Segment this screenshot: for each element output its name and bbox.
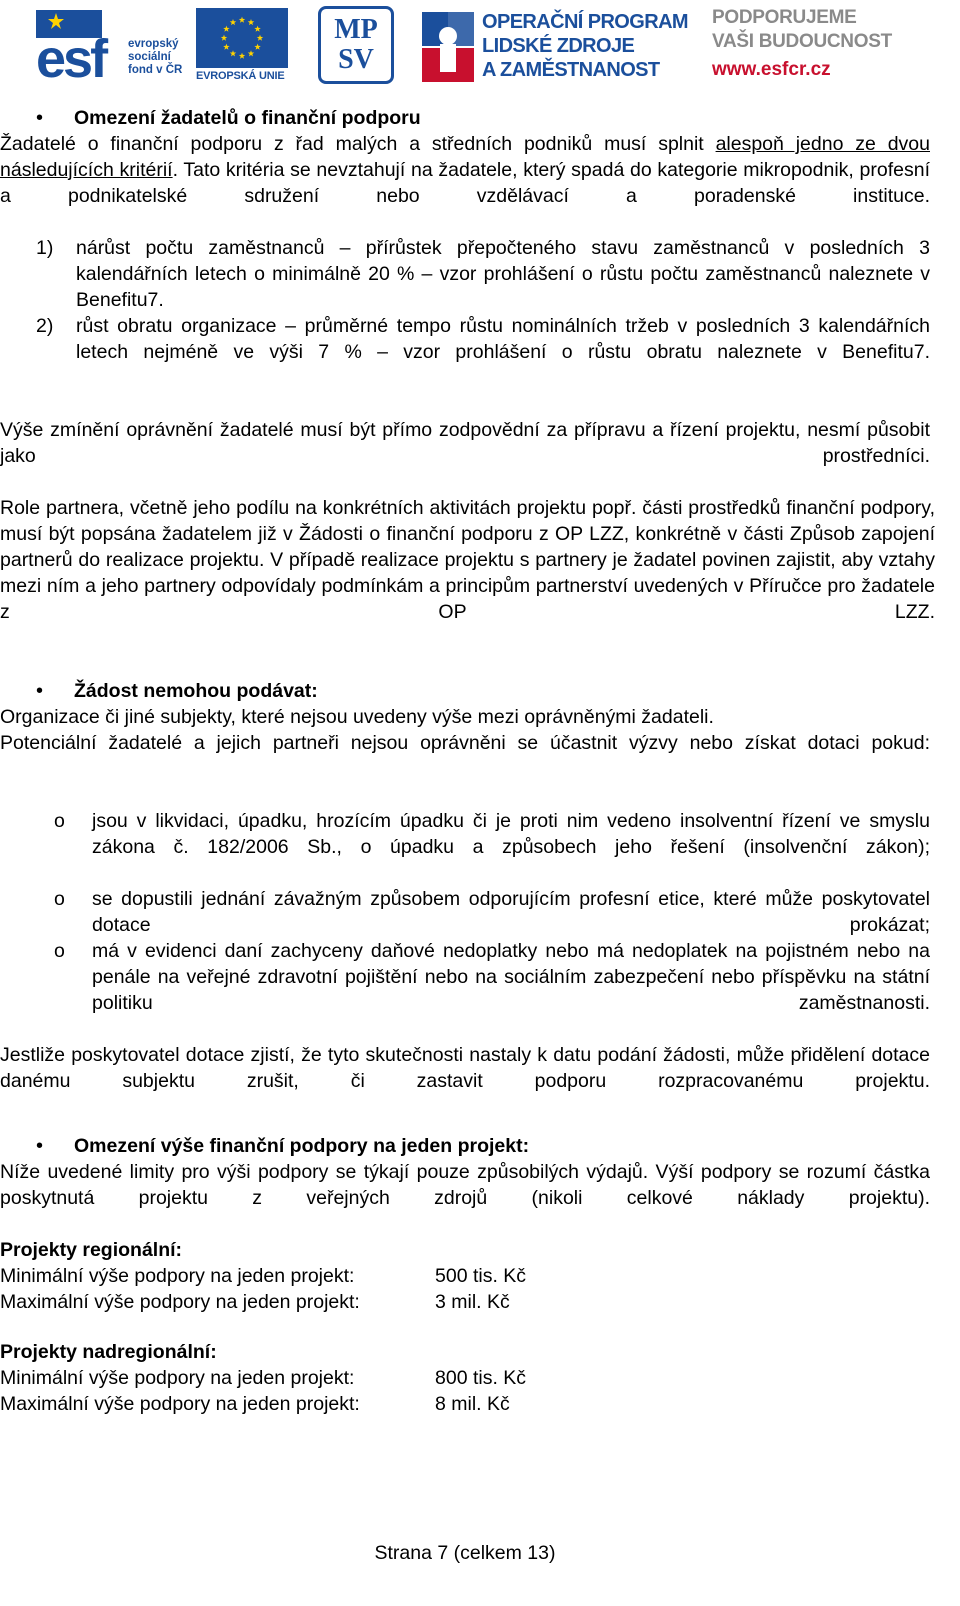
page-number: Strana 7 (celkem 13) bbox=[374, 1542, 556, 1564]
section-heading-omezeni-vyse bbox=[74, 1133, 934, 1159]
intro-underlined-text: alespoň jedno ze dvou následujících kritérií bbox=[0, 133, 930, 181]
list-item: se dopustili jednání závažným způsobem odporujícím profesní etice, které může poskytovatel dotace prokázat; bbox=[92, 888, 930, 936]
supraregional-title bbox=[0, 1339, 217, 1365]
esf-subtitle bbox=[128, 38, 198, 77]
section-heading-omezeni-zadatelu bbox=[74, 105, 934, 131]
limit-label: Maximální výše podpory na jeden projekt: bbox=[0, 1291, 360, 1313]
heading-text: Omezení výše finanční podpory na jeden projekt: bbox=[74, 1135, 530, 1157]
bullet-icon: • bbox=[36, 1135, 44, 1157]
op-text bbox=[482, 10, 702, 82]
regional-title bbox=[0, 1237, 182, 1263]
list-item: má v evidenci daní zachyceny daňové nedoplatky nebo má nedoplatek na pojistném nebo na penále na veřejné zdravotní pojištění nebo na sociálním zabezpečení nebo příspěvku na státní politiku zaměstnanosti. bbox=[92, 940, 930, 1014]
limit-row bbox=[0, 1263, 527, 1289]
op-lzz-logo bbox=[420, 6, 690, 86]
podporujeme-text bbox=[712, 6, 916, 54]
paragraph: Výše zmínění oprávnění žadatelé musí být přímo zodpovědní za přípravu a řízení projektu, nesmí působit jako prostředníci. bbox=[0, 419, 930, 467]
limit-label: Maximální výše podpory na jeden projekt: bbox=[0, 1393, 360, 1415]
paragraph: Jestliže poskytovatel dotace zjistí, že tyto skutečnosti nastaly k datu podání žádosti, může přidělení dotace danému subjektu zrušit, či zastavit podporu rozpracovanému projektu. bbox=[0, 1044, 930, 1092]
heading-text: Omezení žadatelů o finanční podporu bbox=[74, 107, 421, 129]
subheading-text: Projekty regionální: bbox=[0, 1239, 183, 1261]
eu-logo bbox=[196, 6, 288, 86]
section1-intro bbox=[0, 131, 930, 209]
limit-row bbox=[0, 1365, 527, 1391]
esf-logo bbox=[36, 6, 192, 89]
esf-line: fond v ČR bbox=[128, 64, 183, 76]
list-marker: o bbox=[54, 888, 65, 910]
op-line: OPERAČNÍ PROGRAM bbox=[482, 11, 688, 33]
limit-row bbox=[0, 1289, 510, 1315]
intro-text: Žadatelé o finanční podporu z řad malých a středních podniků musí splnit bbox=[0, 133, 716, 155]
limit-label: Minimální výše podpory na jeden projekt: bbox=[0, 1265, 355, 1287]
esf-wordmark: esf bbox=[36, 29, 106, 89]
eu-text: EVROPSKÁ UNIE bbox=[196, 70, 285, 82]
eu-flag-icon bbox=[196, 8, 288, 68]
heading-text: Žádost nemohou podávat: bbox=[74, 680, 318, 702]
paragraph: Potenciální žadatelé a jejich partneři nejsou oprávněni se účastnit výzvy nebo získat dotaci pokud: bbox=[0, 732, 930, 754]
mpsv-line: SV bbox=[338, 44, 374, 75]
list-item: jsou v likvidaci, úpadku, hrozícím úpadku či je proti nim vedeno insolventní řízení ve smyslu zákona č. 182/2006 Sb., o úpadku a způsobech jeho řešení (insolvenční zákon); bbox=[92, 810, 930, 858]
paragraph: Organizace či jiné subjekty, které nejsou uvedeny výše mezi oprávněnými žadateli. bbox=[0, 706, 714, 728]
limit-value: 500 tis. Kč bbox=[435, 1265, 527, 1287]
podporujeme-line: VAŠI BUDOUCNOST bbox=[712, 31, 892, 52]
intro-text: . Tato kritéria se nevztahují na žadatele, který spadá do kategorie mikropodnik, profesní a podnikatelské sdružení nebo vzdělávací a poradenské instituce. bbox=[0, 159, 930, 207]
mpsv-line: MP bbox=[334, 14, 378, 45]
paragraph: Níže uvedené limity pro výši podpory se týkají pouze způsobilých výdajů. Výší podpory se rozumí částka poskytnutá projektu z veřejných zdrojů (nikoli celkové náklady projektu). bbox=[0, 1161, 930, 1209]
list-marker: o bbox=[54, 810, 65, 832]
list-marker: o bbox=[54, 940, 65, 962]
list-number: 2) bbox=[36, 315, 54, 337]
mpsv-logo bbox=[318, 6, 394, 84]
op-puzzle-icon bbox=[420, 8, 476, 84]
criterion-item: nárůst počtu zaměstnanců – přírůstek přepočteného stavu zaměstnanců v posledních 3 kalendářních letech o minimálně 20 % – vzor prohlášení o růstu počtu zaměstnanců naleznete v Benefitu7. bbox=[76, 237, 930, 311]
limit-row bbox=[0, 1391, 510, 1417]
limit-value: 800 tis. Kč bbox=[435, 1367, 527, 1389]
esf-line: sociální bbox=[128, 51, 171, 63]
paragraph: Role partnera, včetně jeho podílu na konkrétních aktivitách projektu popř. části prostředků finanční podpory, musí být popsána žadatelem již v Žádosti o finanční podporu z OP LZZ, konkrétně v části Způsob zapojení partnerů do realizace projektu. V případě realizace projektu s partnery je žadatel povinen zajistit, aby vztahy mezi ním a jeho partnery odpovídaly podmínkám a principům partnerství uvedených v Příručce pro žadatele z OP LZZ. bbox=[0, 497, 935, 623]
bullet-icon: • bbox=[36, 107, 44, 129]
subheading-text: Projekty nadregionální: bbox=[0, 1341, 217, 1363]
bullet-icon: • bbox=[36, 680, 44, 702]
podporujeme-line: PODPORUJEME bbox=[712, 7, 857, 28]
limit-value: 8 mil. Kč bbox=[435, 1393, 510, 1415]
criterion-item: růst obratu organizace – průměrné tempo růstu nominálních tržeb v posledních 3 kalendářních letech nejméně ve výši 7 % – vzor prohlášení o růstu obratu naleznete v Benefitu7. bbox=[76, 315, 930, 363]
esf-line: evropský bbox=[128, 38, 179, 50]
header-logos bbox=[36, 6, 916, 90]
list-number: 1) bbox=[36, 237, 54, 259]
limit-label: Minimální výše podpory na jeden projekt: bbox=[0, 1367, 355, 1389]
website-link[interactable]: www.esfcr.cz bbox=[712, 59, 831, 80]
op-line: LIDSKÉ ZDROJE bbox=[482, 35, 635, 57]
mpsv-text bbox=[321, 15, 391, 75]
podporujeme-logo bbox=[712, 6, 916, 86]
limit-value: 3 mil. Kč bbox=[435, 1291, 510, 1313]
section-heading-zadost-nemohou bbox=[74, 678, 934, 704]
op-line: A ZAMĚSTNANOST bbox=[482, 59, 660, 81]
